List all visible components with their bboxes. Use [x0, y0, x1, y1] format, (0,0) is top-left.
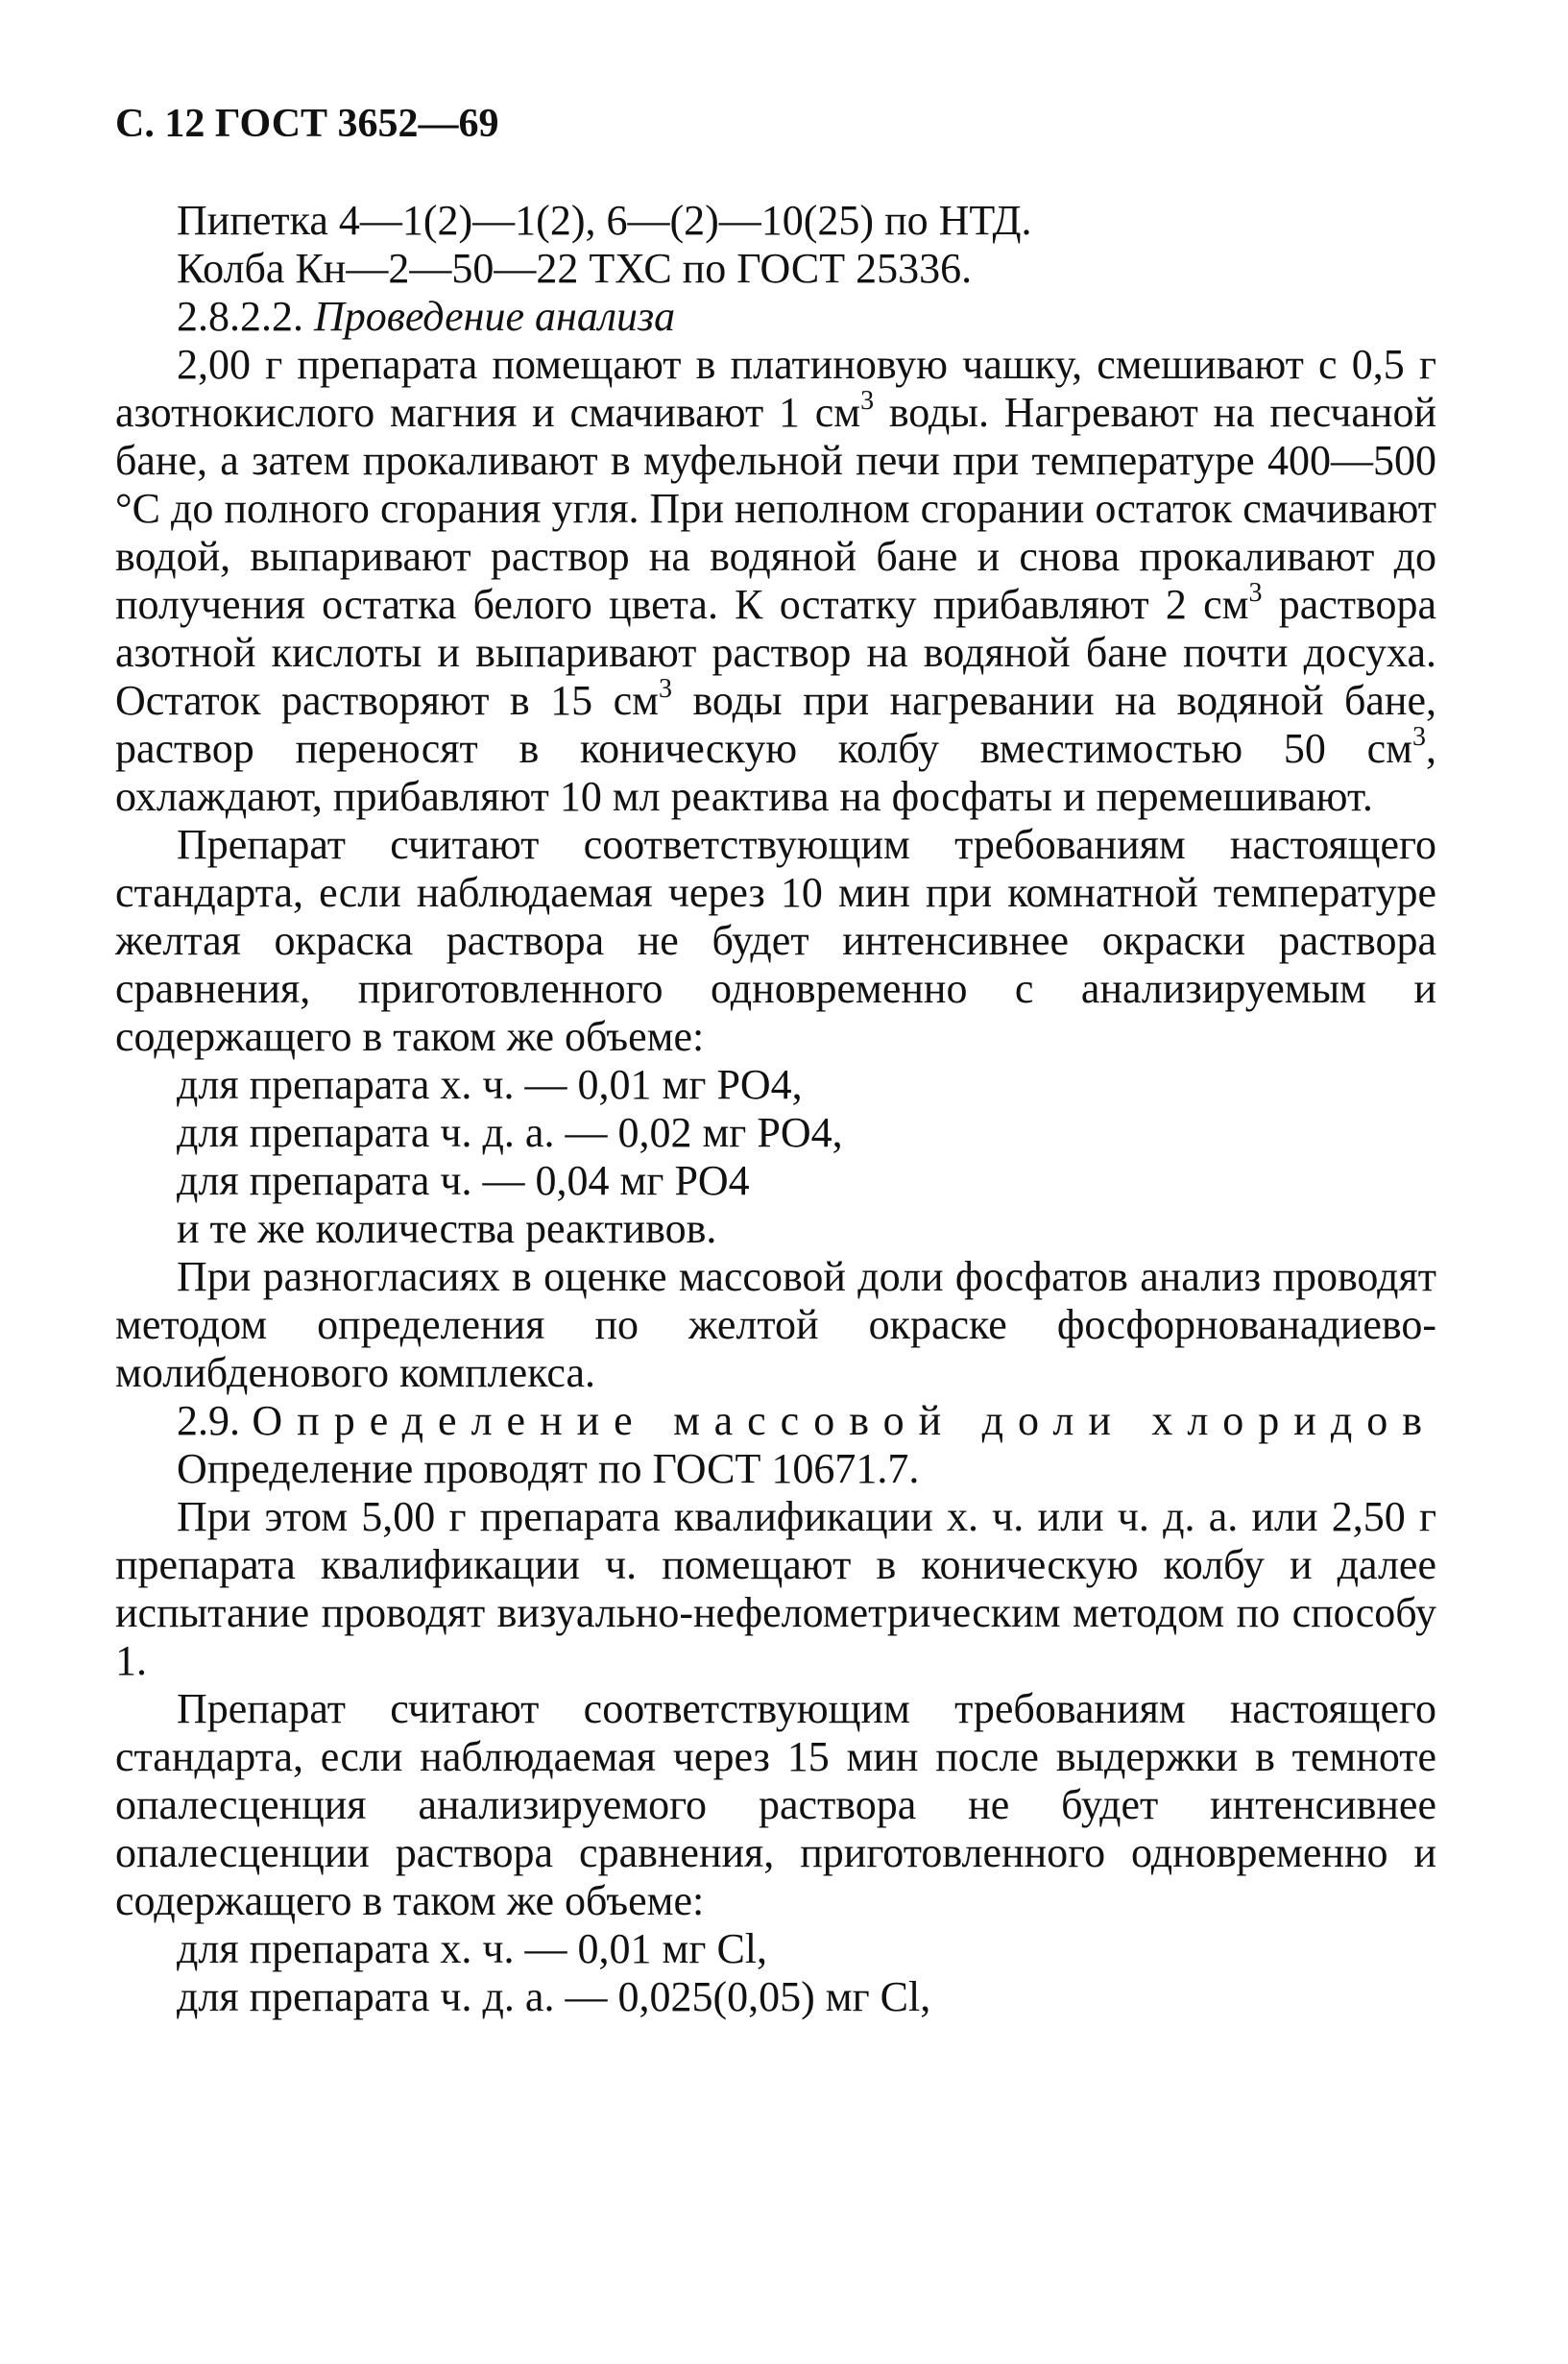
text-fragment: воды. Нагревают на песчаной бане, а затем прокаливают в муфельной печи при температуре 400—500 °С до полного сгорания угля. При неполном сгорании остаток смачивают водой, выпаривают раствор на водяной бане и снова прокаливают до получения остатка белого цвета. К остатку прибавляют 2 см [115, 389, 1436, 628]
paragraph-procedure [115, 341, 1436, 821]
superscript: 3 [1248, 578, 1263, 608]
list-item: для препарата х. ч. — 0,01 мг Cl, [177, 1925, 768, 1972]
section-heading-2-8-2-2 [115, 293, 1436, 341]
text-fragment: воды при нагревании на водяной бане, раствор переносят в коническую колбу вместимостью 50 см [115, 677, 1437, 772]
equipment-flask: Колба Кн—2—50—22 ТХС по ГОСТ 25336. [177, 245, 973, 292]
paragraph-disagreement: При разногласиях в оценке массовой доли фосфатов анализ проводят методом определения по желтой окраске фосфорнованадиево-молибденового комплекса. [115, 1253, 1436, 1396]
paragraph-gost-reference: Определение проводят по ГОСТ 10671.7. [177, 1445, 920, 1492]
text-fragment: , охлаждают, прибавляют 10 мл реактива на фосфаты и перемешивают. [115, 725, 1436, 820]
paragraph-chloride-criterion: Препарат считают соответствующим требованиям настоящего стандарта, если наблюдаемая через 15 мин после выдержки в темноте опалесценция анализируемого раствора не будет интенсивнее опалесценции раствора сравнения, приготовленного одновременно и содержащего в таком же объеме: [115, 1685, 1436, 1924]
section-heading-2-9 [115, 1397, 1436, 1445]
superscript: 3 [860, 386, 875, 416]
document-body [115, 197, 1436, 2021]
page-header: С. 12 ГОСТ 3652—69 [115, 102, 499, 146]
text-fragment: раствора азотной кислоты и выпаривают раствор на водяной бане почти досуха. Остаток растворяют в 15 см [115, 581, 1436, 724]
list-item: для препарата х. ч. — 0,01 мг PO4, [177, 1061, 803, 1108]
list-item: для препарата ч. — 0,04 мг PO4 [177, 1157, 750, 1204]
section-title: Проведение анализа [314, 293, 676, 340]
paragraph-phosphate-criterion: Препарат считают соответствующим требованиям настоящего стандарта, если наблюдаемая через 10 мин при комнатной температуре желтая окраска раствора не будет интенсивнее окраски раствора сравнения, приготовленного одновременно с анализируемым и содержащего в таком же объеме: [115, 821, 1436, 1060]
list-item: и те же количества реактивов. [177, 1205, 717, 1252]
text-fragment: 2,00 г препарата помещают в платиновую чашку, смешивают с 0,5 г азотнокислого магния и смачивают 1 см [115, 341, 1436, 436]
paragraph-chloride-method: При этом 5,00 г препарата квалификации х. ч. или ч. д. а. или 2,50 г препарата квалификации ч. помещают в коническую колбу и далее испытание проводят визуально-нефелометрическим методом по способу 1. [115, 1493, 1436, 1684]
superscript: 3 [1412, 722, 1426, 752]
section-title: Определение массовой доли хлоридов [252, 1397, 1436, 1444]
section-number: 2.8.2.2. [177, 293, 303, 340]
superscript: 3 [659, 674, 672, 704]
list-item: для препарата ч. д. а. — 0,02 мг PO4, [177, 1109, 843, 1156]
equipment-pipette: Пипетка 4—1(2)—1(2), 6—(2)—10(25) по НТД. [177, 197, 1032, 244]
section-number: 2.9. [177, 1397, 240, 1444]
list-item: для препарата ч. д. а. — 0,025(0,05) мг Cl, [177, 1973, 931, 2020]
